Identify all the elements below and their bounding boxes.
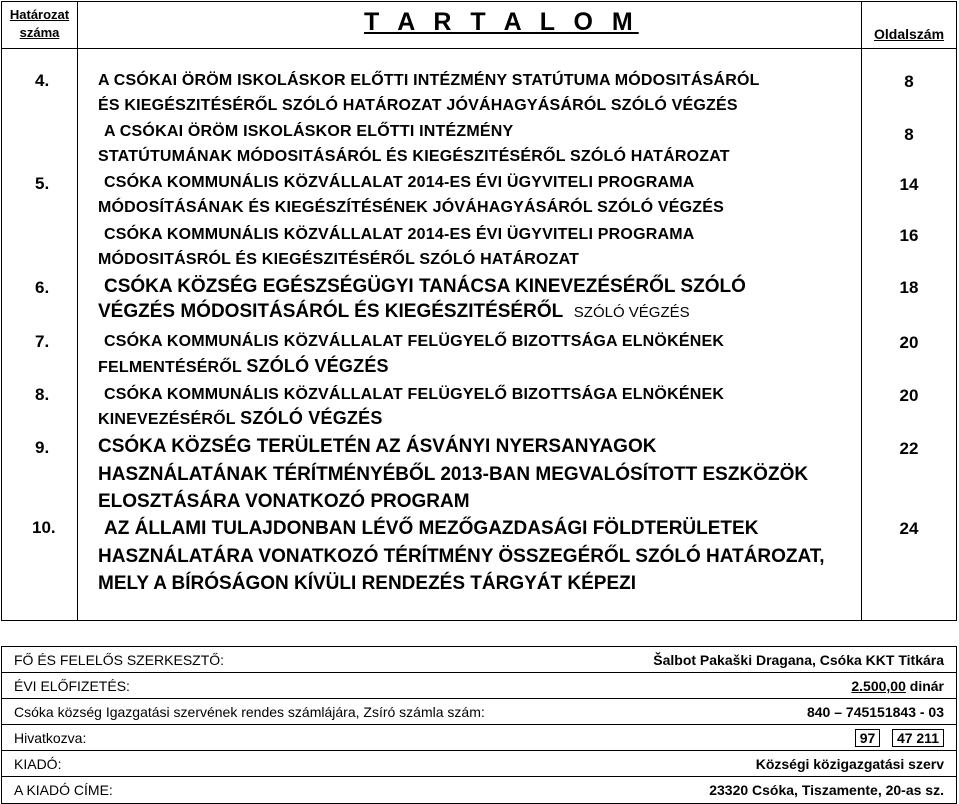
- entry-number: 8.: [35, 385, 50, 404]
- subscription-label: ÉVI ELŐFIZETÉS:: [14, 678, 130, 694]
- entry-title-line: STATÚTUMÁNAK MÓDOSITÁSÁRÓL ÉS KIEGÉSZITÉSÉRŐL SZÓLÓ HATÁROZAT: [98, 148, 730, 165]
- entry-title-line: CSÓKA KOMMUNÁLIS KÖZVÁLLALAT FELÜGYELŐ BIZOTTSÁGA ELNÖKÉNEK: [104, 333, 725, 350]
- entry-title-line: MELY A BÍRÓSÁGON KÍVÜLI RENDEZÉS TÁRGYÁT KÉPEZI: [98, 573, 637, 594]
- entry-page: 20: [899, 333, 919, 352]
- entry-number: 9.: [35, 438, 50, 457]
- editor-label: FŐ ÉS FELELŐS SZERKESZTŐ:: [14, 652, 225, 668]
- entry-page: 16: [899, 226, 919, 245]
- account-value: 840 – 745151843 - 03: [806, 704, 944, 720]
- editor-value: Šalbot Pakaški Dragana, Csóka KKT Titkára: [653, 652, 944, 668]
- number-column-header: Határozat száma: [9, 7, 70, 40]
- address-label: A KIADÓ CÍME:: [14, 782, 113, 798]
- entry-title-line: A CSÓKAI ÖRÖM ISKOLÁSKOR ELŐTTI INTÉZMÉNY: [104, 123, 514, 140]
- page-column-header: Oldalszám: [873, 26, 945, 42]
- entry-page: 18: [899, 278, 919, 297]
- account-label: Csóka község Igazgatási szervének rendes számlájára, Zsíró számla szám:: [14, 704, 485, 720]
- entry-page: 14: [899, 175, 919, 194]
- entry-title-line: AZ ÁLLAMI TULAJDONBAN LÉVŐ MEZŐGAZDASÁGI FÖLDTERÜLETEK: [104, 518, 759, 539]
- address-value: 23320 Csóka, Tiszamente, 20-as sz.: [709, 782, 944, 798]
- entry-title-line: CSÓKA KÖZSÉG TERÜLETÉN AZ ÁSVÁNYI NYERSANYAGOK: [98, 436, 657, 457]
- header-divider: [2, 48, 956, 49]
- page-title: T A R T A L O M: [364, 8, 639, 36]
- table-of-contents: [1, 1, 957, 621]
- entry-number: 6.: [35, 278, 50, 297]
- entry-title-line: KINEVEZÉSÉRŐL SZÓLÓ VÉGZÉS: [98, 408, 383, 428]
- entry-title-line: VÉGZÉS MÓDOSITÁSÁRÓL ÉS KIEGÉSZITÉSÉRŐL SZÓLÓ VÉGZÉS: [98, 301, 690, 322]
- reference-value: 97 47 211: [855, 730, 944, 746]
- publisher-value: Községi közigazgatási szerv: [755, 756, 944, 772]
- column-divider: [77, 2, 78, 620]
- entry-number: 7.: [35, 332, 50, 351]
- entry-title-line: HASZNÁLATÁRA VONATKOZÓ TÉRÍTMÉNY ÖSSZEGÉRŐL SZÓLÓ HATÁROZAT,: [98, 546, 825, 567]
- reference-label: Hivatkozva:: [14, 730, 87, 746]
- entry-title-line: ÉS KIEGÉSZITÉSÉRŐL SZÓLÓ HATÁROZAT JÓVÁHAGYÁSÁRÓL SZÓLÓ VÉGZÉS: [98, 97, 738, 114]
- subscription-value: 2.500,00 dinár: [851, 678, 944, 694]
- entry-title-line: MÓDOSITÁSRÓL ÉS KIEGÉSZITÉSÉRŐL SZÓLÓ HATÁROZAT: [98, 251, 580, 268]
- entry-page: 8: [904, 72, 914, 91]
- entry-page: 8: [904, 125, 914, 144]
- entry-title-line: FELMENTÉSÉRŐL SZÓLÓ VÉGZÉS: [98, 356, 389, 376]
- entry-title-line: CSÓKA KÖZSÉG EGÉSZSÉGÜGYI TANÁCSA KINEVEZÉSÉRŐL SZÓLÓ: [104, 276, 746, 297]
- publisher-label: KIADÓ:: [14, 756, 62, 772]
- entry-page: 22: [899, 439, 919, 458]
- entry-title-line: MÓDOSÍTÁSÁNAK ÉS KIEGÉSZÍTÉSÉNEK JÓVÁHAGYÁSÁRÓL SZÓLÓ VÉGZÉS: [98, 199, 725, 216]
- entry-title-line: CSÓKA KOMMUNÁLIS KÖZVÁLLALAT 2014-ES ÉVI ÜGYVITELI PROGRAMA: [104, 174, 695, 191]
- entry-number: 5.: [35, 174, 50, 193]
- entry-title-line: HASZNÁLATÁNAK TÉRÍTMÉNYÉBŐL 2013-BAN MEGVALÓSÍTOTT ESZKÖZÖK: [98, 464, 809, 485]
- imprint-box: [1, 646, 957, 804]
- entry-title-line: CSÓKA KOMMUNÁLIS KÖZVÁLLALAT FELÜGYELŐ BIZOTTSÁGA ELNÖKÉNEK: [104, 386, 725, 403]
- entry-page: 20: [899, 386, 919, 405]
- entry-title-line: A CSÓKAI ÖRÖM ISKOLÁSKOR ELŐTTI INTÉZMÉNY STATÚTUMA MÓDOSITÁSÁRÓL: [98, 72, 760, 89]
- entry-number: 4.: [35, 71, 50, 90]
- entry-page: 24: [899, 519, 919, 538]
- entry-title-line: CSÓKA KOMMUNÁLIS KÖZVÁLLALAT 2014-ES ÉVI ÜGYVITELI PROGRAMA: [104, 226, 695, 243]
- entry-number: 10.: [32, 518, 56, 537]
- entry-title-line: ELOSZTÁSÁRA VONATKOZÓ PROGRAM: [98, 491, 470, 512]
